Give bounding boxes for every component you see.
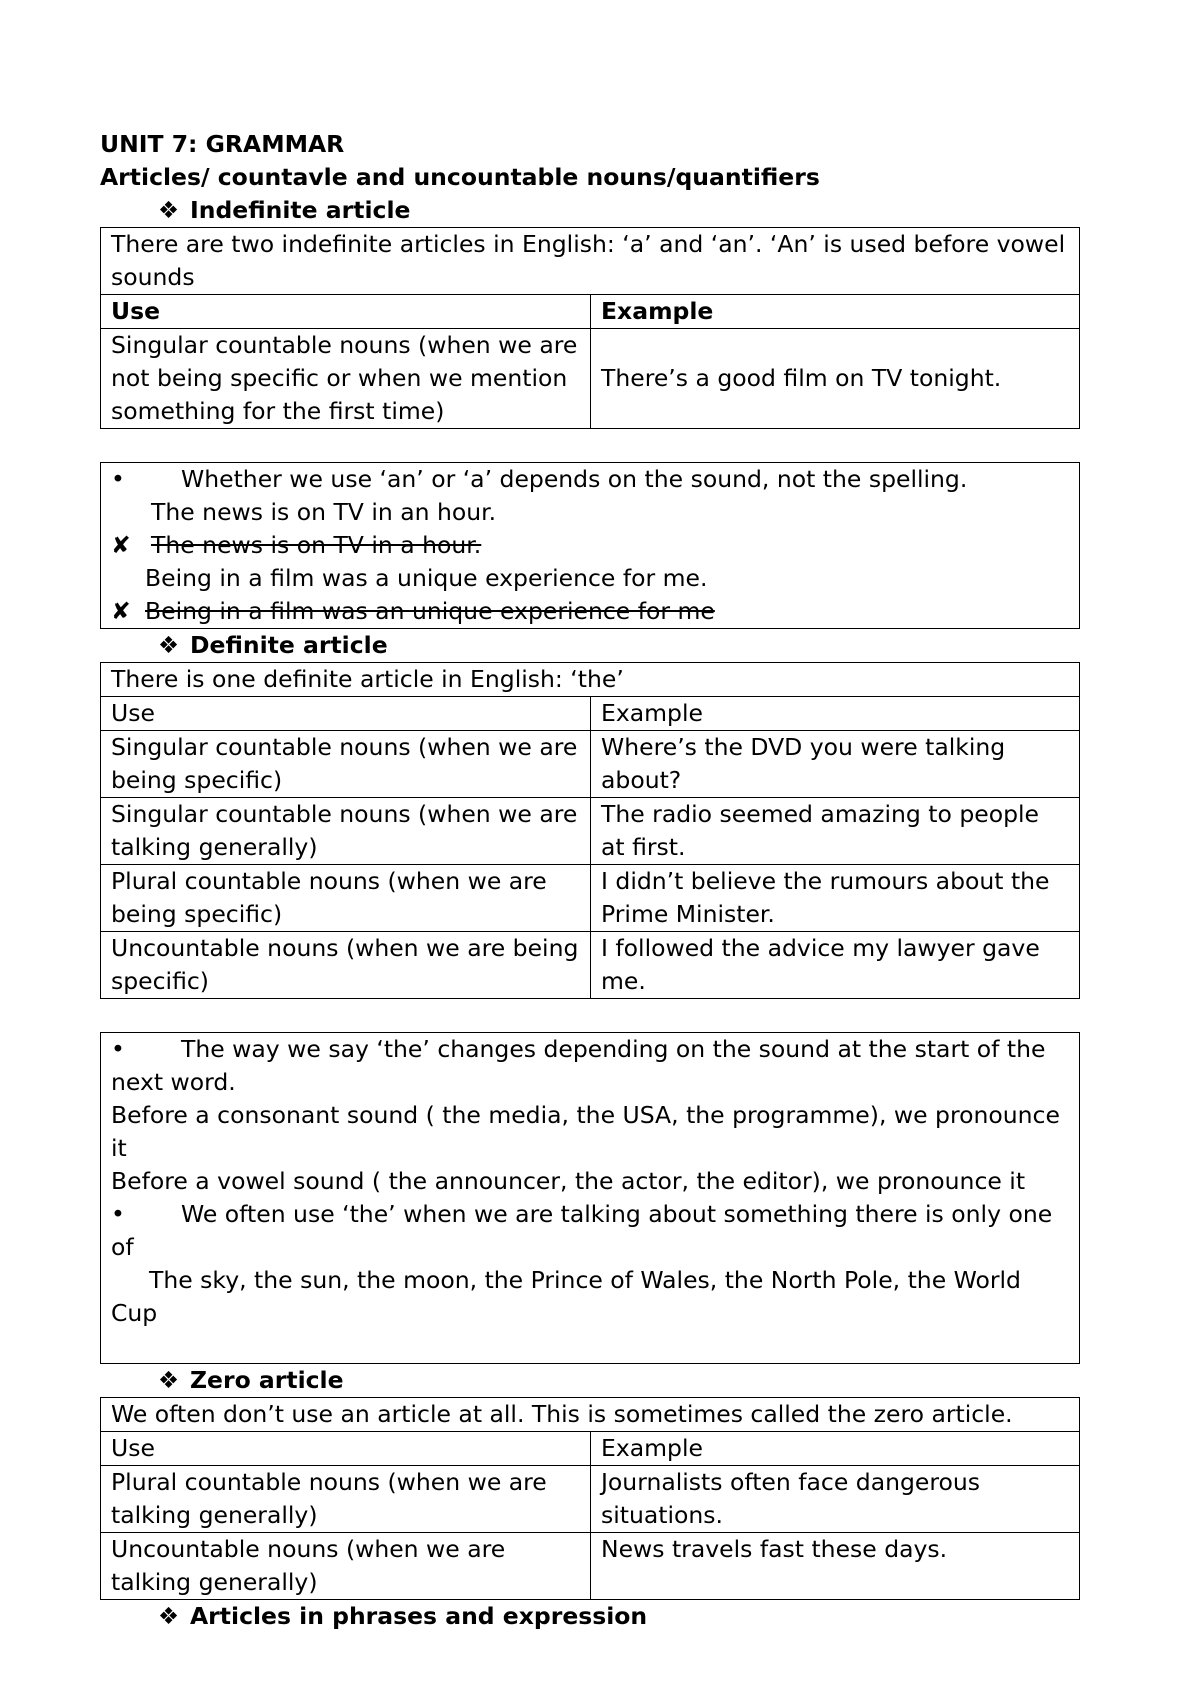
bullet-icon: • [111, 465, 125, 493]
table-intro: There are two indefinite articles in English: ‘a’ and ‘an’. ‘An’ is used before vowel sounds [101, 228, 1080, 295]
section-heading-definite: ❖ Definite article [100, 629, 1080, 662]
diamond-bullet-icon: ❖ [158, 1366, 180, 1394]
use-cell: Singular countable nouns (when we are talking generally) [101, 798, 591, 865]
page-subtitle: Articles/ countavle and uncountable nouns/quantifiers [100, 163, 820, 191]
note-box-the [100, 1032, 1080, 1364]
column-header-use: Use [101, 697, 591, 731]
use-cell: Singular countable nouns (when we are being specific) [101, 731, 591, 798]
indefinite-article-table [100, 227, 1080, 429]
use-cell: Plural countable nouns (when we are talking generally) [101, 1466, 591, 1533]
note-line: • We often use ‘the’ when we are talking about something there is only one of [111, 1200, 1053, 1261]
column-header-example: Example [591, 295, 1080, 329]
cross-icon: ✘ [111, 531, 131, 559]
use-cell: Plural countable nouns (when we are being specific) [101, 865, 591, 932]
zero-article-table [100, 1397, 1080, 1600]
table-intro: We often don’t use an article at all. This is sometimes called the zero article. [101, 1398, 1080, 1432]
table-row [101, 932, 1080, 999]
use-cell: Singular countable nouns (when we are not being specific or when we mention something for the first time) [101, 329, 591, 429]
wrong-example: ✘ Being in a film was an unique experience for me [111, 595, 1069, 628]
example-cell: Where’s the DVD you were talking about? [591, 731, 1080, 798]
table-row [101, 731, 1080, 798]
wrong-example: ✘ The news is on TV in a hour. [111, 529, 1069, 562]
document-page [100, 128, 1080, 1633]
table-row [101, 865, 1080, 932]
diamond-bullet-icon: ❖ [158, 196, 180, 224]
note-line: • Whether we use ‘an’ or ‘a’ depends on the sound, not the spelling. [111, 463, 1069, 496]
table-row [101, 1533, 1080, 1600]
column-header-use: Use [101, 295, 591, 329]
section-heading-indefinite: ❖ Indefinite article [100, 194, 1080, 227]
example-cell: There’s a good film on TV tonight. [591, 329, 1080, 429]
correct-example: Being in a film was a unique experience for me. [145, 564, 708, 592]
bullet-icon: • [111, 1035, 125, 1063]
example-cell: Journalists often face dangerous situations. [591, 1466, 1080, 1533]
example-cell: News travels fast these days. [591, 1533, 1080, 1600]
example-cell: The radio seemed amazing to people at first. [591, 798, 1080, 865]
note-box-a-an [100, 462, 1080, 629]
table-row [101, 329, 1080, 429]
table-intro: There is one definite article in English: ‘the’ [101, 663, 1080, 697]
example-cell: I didn’t believe the rumours about the Prime Minister. [591, 865, 1080, 932]
use-cell: Uncountable nouns (when we are talking generally) [101, 1533, 591, 1600]
diamond-bullet-icon: ❖ [158, 631, 180, 659]
section-heading-phrases: ❖ Articles in phrases and expression [100, 1600, 1080, 1633]
unit-title: UNIT 7: GRAMMAR [100, 130, 345, 158]
table-row [101, 1466, 1080, 1533]
table-row [101, 798, 1080, 865]
star-diamond-bullet-icon: ❖ [158, 1602, 180, 1630]
note-line: • The way we say ‘the’ changes depending on the sound at the start of the next word. [111, 1035, 1046, 1096]
note-line: The sky, the sun, the moon, the Prince of Wales, the North Pole, the World Cup [111, 1266, 1021, 1327]
section-heading-zero: ❖ Zero article [100, 1364, 1080, 1397]
example-cell: I followed the advice my lawyer gave me. [591, 932, 1080, 999]
note-line: Before a consonant sound ( the media, the USA, the programme), we pronounce it [111, 1101, 1060, 1162]
cross-icon: ✘ [111, 597, 131, 625]
note-line: Before a vowel sound ( the announcer, the actor, the editor), we pronounce it [111, 1167, 1026, 1195]
correct-example: The news is on TV in an hour. [151, 498, 497, 526]
column-header-example: Example [591, 697, 1080, 731]
column-header-use: Use [101, 1432, 591, 1466]
definite-article-table [100, 662, 1080, 999]
column-header-example: Example [591, 1432, 1080, 1466]
use-cell: Uncountable nouns (when we are being specific) [101, 932, 591, 999]
bullet-icon: • [111, 1200, 125, 1228]
